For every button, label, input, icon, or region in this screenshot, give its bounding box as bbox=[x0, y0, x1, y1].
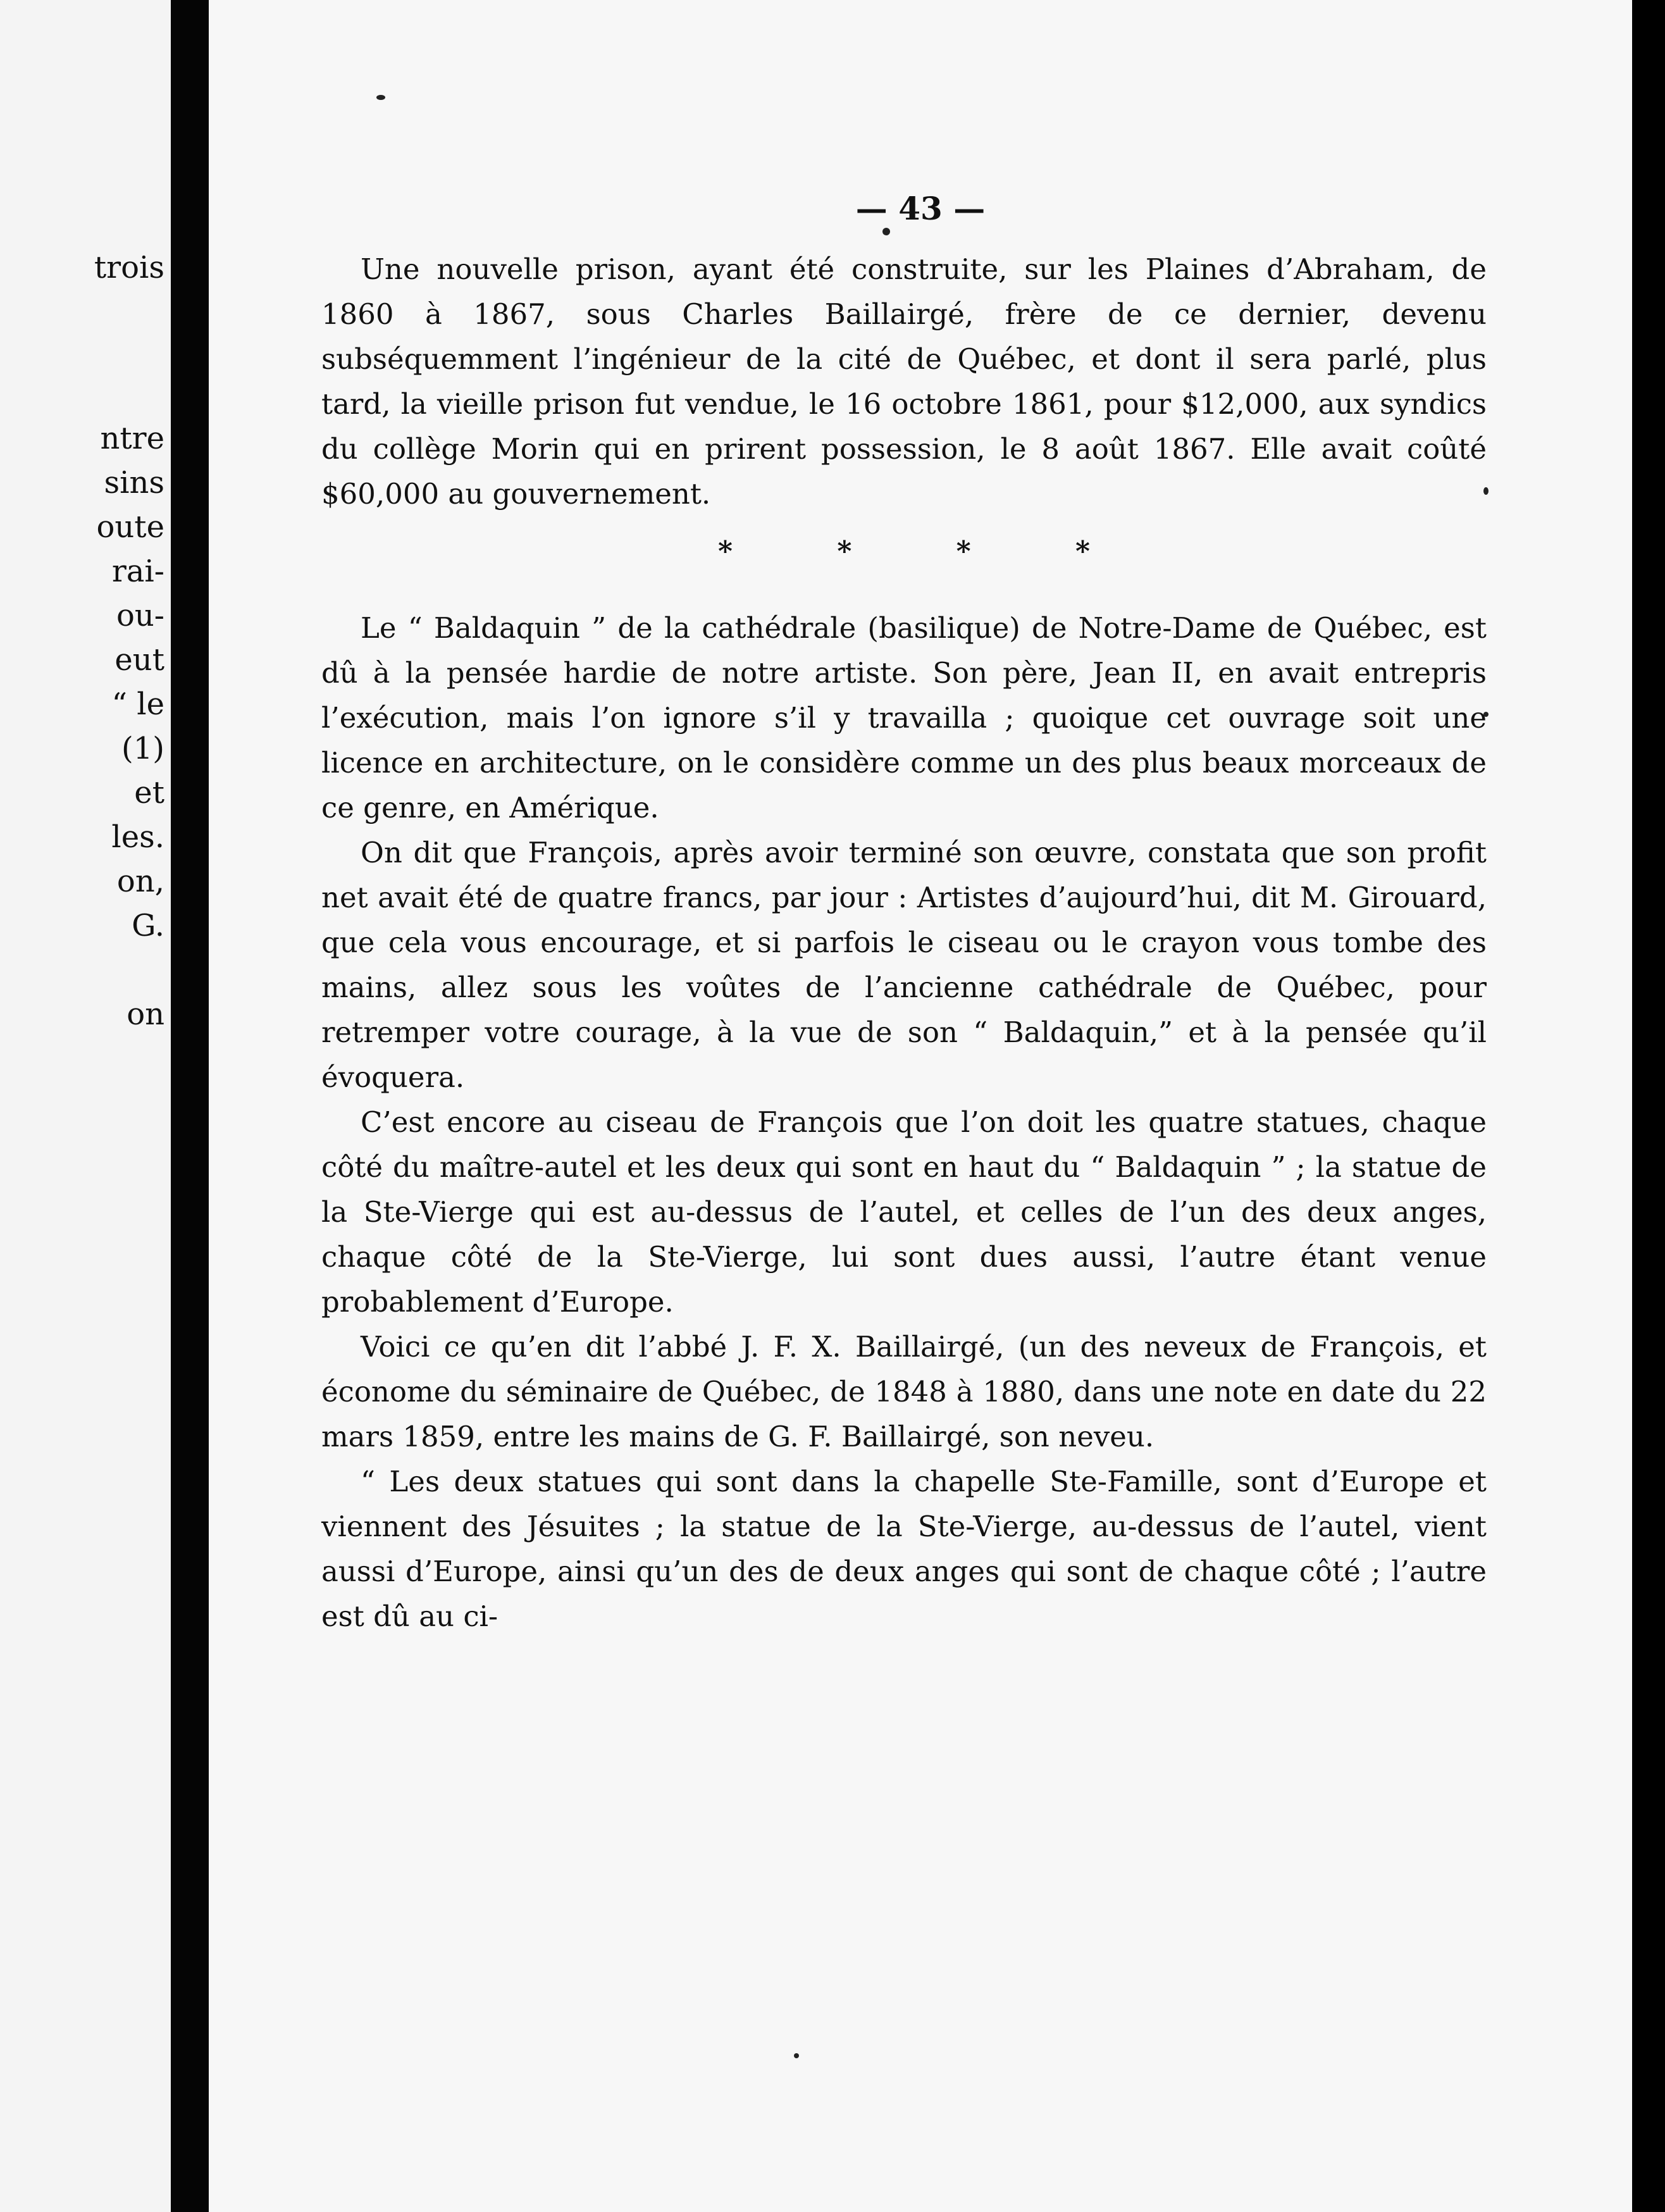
paragraph: Voici ce qu’en dit l’abbé J. F. X. Baillairgé, (un des neveux de François, et économe du séminaire de Québec, de 1848 à 1880, dans une note en date du 22 mars 1859, entre les mains de G. F. Baillairgé, son neveu. bbox=[321, 1330, 1487, 1453]
paragraph: Une nouvelle prison, ayant été construite, sur les Plaines d’Abraham, de 1860 à 1867, sous Charles Baillairgé, frère de ce dernier, devenu subséquemment l’ingénieur de la cité de Québec, et dont il sera parlé, plus tard, la vieille prison fut vendue, le 16 octobre 1861, pour $12,000, aux syndics du collège Morin qui en prirent possession, le 8 août 1867. Elle avait coûté $60,000 au gouvernement. bbox=[321, 252, 1487, 511]
fragment-line: (1) bbox=[121, 731, 164, 766]
ink-speck bbox=[376, 95, 385, 100]
fragment-line: ou- bbox=[116, 598, 164, 633]
fragment-line: les. bbox=[111, 819, 164, 855]
fragment-line: ntre bbox=[100, 421, 164, 456]
paragraph: C’est encore au ciseau de François que l’on doit les quatre statues, chaque côté du maître-autel et les deux qui sont en haut du “ Baldaquin ” ; la statue de la Ste-Vierge qui est au-dessus de l’autel, et celles de l’un des deux anges, chaque côté de la Ste-Vierge, lui sont dues aussi, l’autre étant venue probablement d’Europe. bbox=[321, 1105, 1487, 1319]
fragment-line: on bbox=[127, 997, 164, 1032]
previous-page-edge bbox=[0, 0, 171, 2212]
paragraph: “ Les deux statues qui sont dans la chapelle Ste-Famille, sont d’Europe et viennent des Jésuites ; la statue de la Ste-Vierge, au-dessus de l’autel, vient aussi d’Europe, ainsi qu’un des de deux anges qui sont de chaque côté ; l’autre est dû au ci- bbox=[321, 1465, 1487, 1633]
paragraph: Le “ Baldaquin ” de la cathédrale (basilique) de Notre-Dame de Québec, est dû à la pensée hardie de notre artiste. Son père, Jean II, en avait entrepris l’exécution, mais l’on ignore s’il y travailla ; quoique cet ouvrage soit une licence en architecture, on le considère comme un des plus beaux morceaux de ce genre, en Amérique. bbox=[321, 611, 1487, 824]
page-gutter bbox=[171, 0, 209, 2212]
fragment-line: rai- bbox=[111, 554, 164, 589]
fragment-line: eut bbox=[115, 642, 164, 678]
scan-border bbox=[1632, 0, 1665, 2212]
fragment-line: et bbox=[134, 775, 164, 811]
ink-speck bbox=[794, 2053, 799, 2058]
page-number: — 43 — bbox=[855, 190, 986, 227]
fragment-line: sins bbox=[104, 465, 164, 500]
fragment-line: “ le bbox=[111, 687, 164, 722]
fragment-line: on, bbox=[116, 864, 164, 899]
section-separator: * * * * bbox=[718, 535, 1090, 568]
paragraph: On dit que François, après avoir terminé son œuvre, constata que son profit net avait été de quatre francs, par jour : Artistes d’aujourd’hui, dit M. Girouard, que cela vous encourage, et si parfois le ciseau ou le crayon vous tombe des mains, allez sous les voûtes de l’ancienne cathédrale de Québec, pour retremper votre courage, à la vue de son “ Baldaquin,” et à la pensée qu’il évoquera. bbox=[321, 836, 1487, 1094]
book-page bbox=[209, 0, 1632, 2212]
fragment-line: trois bbox=[94, 250, 164, 285]
ink-speck bbox=[882, 228, 890, 235]
fragment-line: oute bbox=[96, 509, 164, 545]
page-body bbox=[321, 247, 1487, 1639]
fragment-line: G. bbox=[132, 908, 164, 943]
